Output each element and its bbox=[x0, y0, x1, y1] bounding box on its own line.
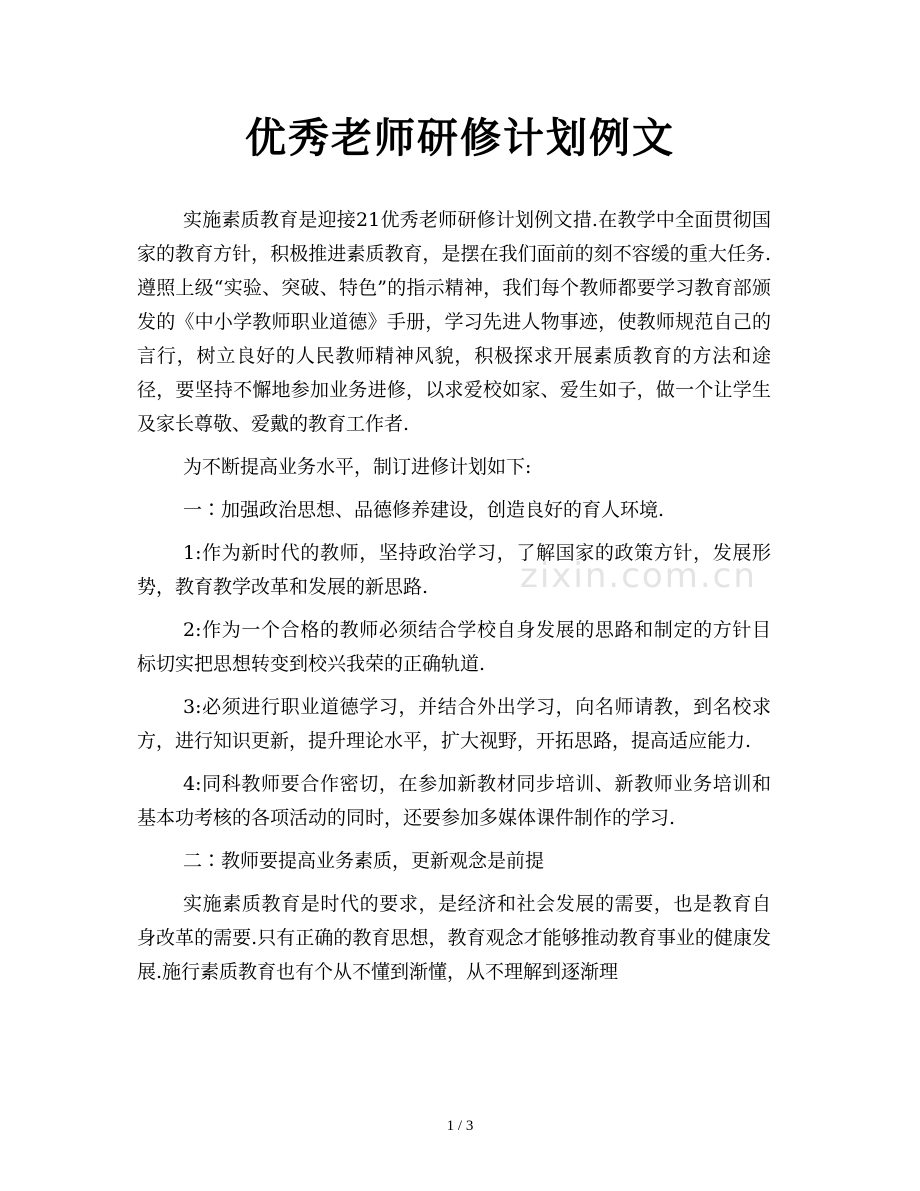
list-item-4: 4:同科教师要合作密切，在参加新教材同步培训、新教师业务培训和基本功考核的各项活动的同时，还要参加多媒体课件制作的学习. bbox=[137, 773, 771, 829]
paragraph-intro: 实施素质教育是迎接21优秀老师研修计划例文措.在教学中全面贯彻国家的教育方针，积极推进素质教育，是摆在我们面前的刻不容缓的重大任务.遵照上级“实验、突破、特色”的指示精神，我们每个教师都要学习教育部颁发的《中小学教师职业道德》手册，学习先进人物事迹，使教师规范自己的言行，树立良好的人民教师精神风貌，积极探求开展素质教育的方法和途径，要坚持不懈地参加业务进修，以求爱校如家、爱生如子，做一个让学生及家长尊敬、爱戴的教育工作者. bbox=[137, 209, 771, 435]
list-item-3: 3:必须进行职业道德学习，并结合外出学习，向名师请教，到名校求方，进行知识更新，提升理论水平，扩大视野，开拓思路，提高适应能力. bbox=[137, 696, 771, 752]
list-item-1: 1:作为新时代的教师，坚持政治学习，了解国家的政策方针，发展形势，教育教学改革和发展的新思路. bbox=[137, 542, 771, 598]
page-number: 1 / 3 bbox=[446, 1118, 474, 1134]
list-item-2: 2:作为一个合格的教师必须结合学校自身发展的思路和制定的方针目标切实把思想转变到校兴我荣的正确轨道. bbox=[137, 619, 771, 675]
watermark-text: zixin.com.cn bbox=[520, 556, 757, 596]
section-heading-two: 二∶教师要提高业务素质，更新观念是前提 bbox=[183, 850, 545, 872]
document-body bbox=[137, 203, 771, 998]
paragraph-section-two: 实施素质教育是时代的要求，是经济和社会发展的需要，也是教育自身改革的需要.只有正确的教育思想，教育观念才能够推动教育事业的健康发展.施行素质教育也有个从不懂到渐懂，从不理解到逐渐理 bbox=[137, 893, 771, 983]
paragraph-plan-lead: 为不断提高业务水平，制订进修计划如下: bbox=[183, 456, 532, 478]
section-heading-one: 一∶加强政治思想、品德修养建设，创造良好的育人环境. bbox=[183, 499, 665, 521]
document-title: 优秀老师研修计划例文 bbox=[245, 114, 675, 162]
